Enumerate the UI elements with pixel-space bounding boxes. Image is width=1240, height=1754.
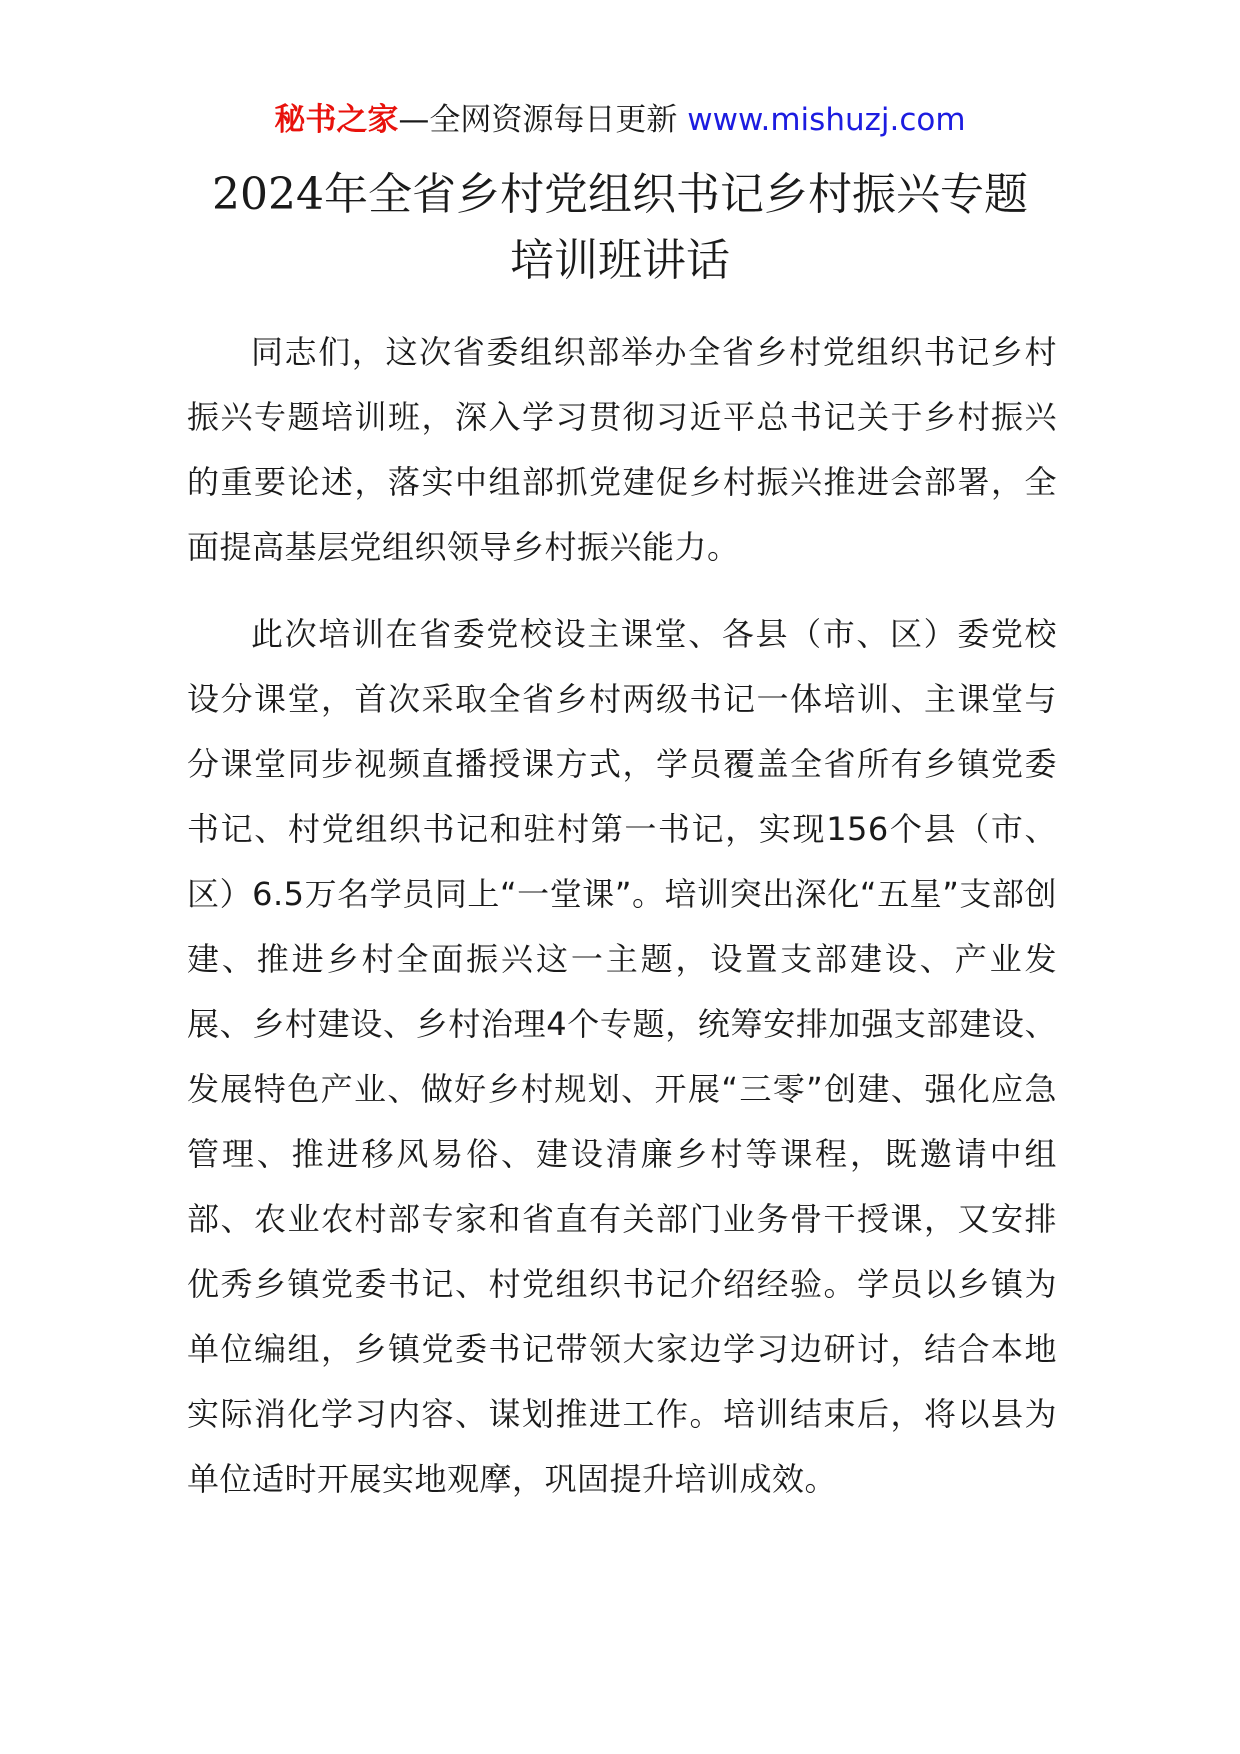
title-line-1 [150, 162, 1090, 228]
title-line-2: 培训班讲话 [510, 235, 730, 286]
site-header [0, 100, 1240, 140]
site-url-link[interactable]: www.mishuzj.com [687, 102, 966, 138]
paragraph: 同志们，这次省委组织部举办全省乡村党组织书记乡村振兴专题培训班，深入学习贯彻习近平总书记关于乡村振兴的重要论述，落实中组部抓党建促乡村振兴推进会部署，全面提高基层党组织领导乡村振兴能力。 [187, 333, 1057, 566]
title-year: 2024 [212, 169, 324, 220]
title-line-1-text: 年全省乡村党组织书记乡村振兴专题 [323, 169, 1028, 220]
site-name: 秘书之家 [274, 102, 399, 138]
document-body [187, 320, 1057, 1534]
document-title [150, 162, 1090, 294]
paragraph: 此次培训在省委党校设主课堂、各县（市、区）委党校设分课堂，首次采取全省乡村两级书记一体培训、主课堂与分课堂同步视频直播授课方式，学员覆盖全省所有乡镇党委书记、村党组织书记和驻村第一书记，实现156个县（市、区）6.5万名学员同上“一堂课”。培训突出深化“五星”支部创建、推进乡村全面振兴这一主题，设置支部建设、产业发展、乡村建设、乡村治理4个专题，统筹安排加强支部建设、发展特色产业、做好乡村规划、开展“三零”创建、强化应急管理、推进移风易俗、建设清廉乡村等课程，既邀请中组部、农业农村部专家和省直有关部门业务骨干授课，又安排优秀乡镇党委书记、村党组织书记介绍经验。学员以乡镇为单位编组，乡镇党委书记带领大家边学习边研讨，结合本地实际消化学习内容、谋划推进工作。培训结束后，将以县为单位适时开展实地观摩，巩固提升培训成效。 [187, 615, 1057, 1498]
site-tagline: —全网资源每日更新 [398, 102, 678, 138]
